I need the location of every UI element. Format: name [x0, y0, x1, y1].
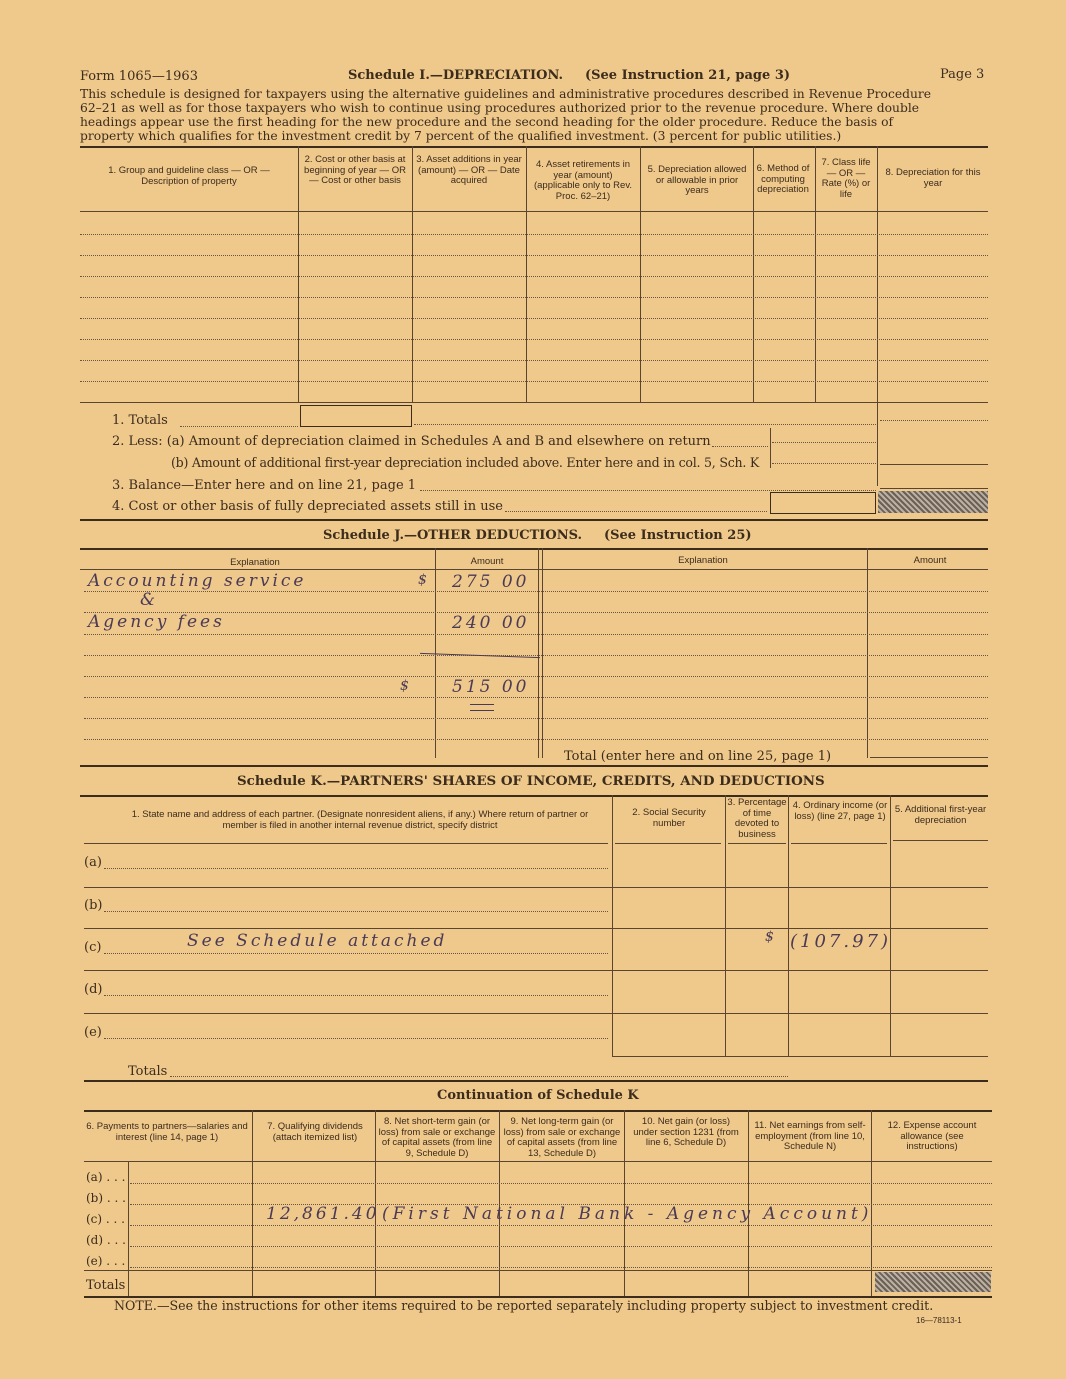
- sch-j-subtotal: 515 00: [452, 677, 530, 697]
- sch-k-totals-label: Totals: [128, 1064, 168, 1079]
- cont-shaded-block: [875, 1272, 991, 1292]
- sch-i-line-2b: (b) Amount of additional first-year depreciation included above. Enter here and in col. 5, Sch. K: [171, 455, 760, 470]
- sch-i-col5-header: 5. Depreciation allowed or allowable in prior years: [647, 164, 747, 196]
- sch-k-row-label: (c): [84, 940, 102, 955]
- sch-k-c-dollar: $: [765, 929, 774, 945]
- cont-col7-header: 7. Qualifying dividends (attach itemized list): [267, 1121, 363, 1143]
- sch-i-col7-header: 7. Class life — OR — Rate (%) or life: [821, 157, 871, 200]
- cont-totals-label: Totals: [86, 1278, 126, 1293]
- schedule-i-title: Schedule I.—DEPRECIATION.: [348, 68, 564, 83]
- cont-c-note: (First National Bank - Agency Account): [382, 1204, 873, 1224]
- sch-i-col1-header: 1. Group and guideline class — OR — Description of property: [108, 165, 270, 187]
- sch-j-entry-1-dollar: $: [418, 572, 427, 588]
- shaded-block: [878, 491, 988, 513]
- cont-row-c: (c) . . .: [86, 1212, 125, 1226]
- sch-j-amount-header-left: Amount: [470, 556, 504, 567]
- sch-k-col5-header: 5. Additional first-year depreciation: [894, 804, 987, 826]
- sch-j-entry-1-amount: 275 00: [452, 572, 530, 592]
- sch-j-total-label: Total (enter here and on line 25, page 1): [564, 749, 832, 764]
- sch-k-col4-header: 4. Ordinary income (or loss) (line 27, page 1): [792, 800, 888, 822]
- sch-j-subtotal-dollar: $: [400, 678, 409, 694]
- sch-i-col8-header: 8. Depreciation for this year: [885, 167, 981, 189]
- intro-line: This schedule is designed for taxpayers using the alternative guidelines and administrative procedures described in Revenue Procedure: [80, 87, 932, 101]
- cont-col8-header: 8. Net short-term gain (or loss) from sale or exchange of capital assets (from line 9, Schedule D): [378, 1116, 496, 1159]
- cont-row-d: (d) . . .: [86, 1233, 126, 1247]
- sch-i-line-totals: 1. Totals: [112, 413, 168, 428]
- intro-line: 62–21 as well as for those taxpayers who wish to continue using procedures authorized prior to the revenue procedure. Where double: [80, 101, 920, 115]
- sch-i-col6-header: 6. Method of computing depreciation: [756, 163, 810, 195]
- cont-col6-header: 6. Payments to partners—salaries and interest (line 14, page 1): [86, 1121, 248, 1143]
- cont-col10-header: 10. Net gain (or loss) under section 1231 (from line 6, Schedule D): [633, 1116, 739, 1148]
- fully-depreciated-box[interactable]: [770, 492, 876, 514]
- sch-i-line-4: 4. Cost or other basis of fully depreciated assets still in use: [112, 499, 503, 514]
- footer-note: NOTE.—See the instructions for other items required to be reported separately including property subject to investment credit.: [114, 1298, 934, 1313]
- form-id: Form 1065—1963: [80, 69, 198, 84]
- sch-k-c-income: (107.97): [790, 931, 892, 952]
- sch-k-row-label: (d): [84, 982, 103, 997]
- sch-k-row-label: (a): [84, 855, 102, 870]
- schedule-k-title: Schedule K.—PARTNERS' SHARES OF INCOME, CREDITS, AND DEDUCTIONS: [237, 773, 825, 789]
- cont-row-e: (e) . . .: [86, 1254, 126, 1268]
- sch-i-col4-header: 4. Asset retirements in year (amount) (applicable only to Rev. Proc. 62–21): [533, 159, 633, 202]
- schedule-i-title-ref: (See Instruction 21, page 3): [585, 68, 791, 83]
- schedule-j-title: Schedule J.—OTHER DEDUCTIONS.: [323, 528, 583, 543]
- sch-j-entry-2-amount: 240 00: [452, 613, 530, 633]
- cont-row-b: (b) . . .: [86, 1191, 126, 1205]
- sch-k-row-label: (e): [84, 1025, 102, 1040]
- intro-line: headings appear use the first heading for the new procedure and the second heading for the older procedure. Reduce the basis of: [80, 115, 894, 129]
- cont-col9-header: 9. Net long-term gain (or loss) from sale or exchange of capital assets (from line 13, Schedule D): [503, 1116, 621, 1159]
- cont-col12-header: 12. Expense account allowance (see instructions): [887, 1120, 977, 1152]
- sch-j-double-underline: [470, 704, 494, 711]
- sch-j-explanation-header-right: Explanation: [678, 555, 728, 566]
- page-number: Page 3: [940, 67, 985, 82]
- sch-k-see-schedule: See Schedule attached: [187, 931, 448, 951]
- sch-k-col2-header: 2. Social Security number: [632, 807, 706, 829]
- sch-i-line-2a: 2. Less: (a) Amount of depreciation claimed in Schedules A and B and elsewhere on return: [112, 434, 711, 449]
- sch-k-row-label: (b): [84, 898, 103, 913]
- schedule-j-title-ref: (See Instruction 25): [604, 528, 752, 543]
- sch-j-ampersand: &: [140, 590, 159, 610]
- cont-col11-header: 11. Net earnings from self-employment (from line 10, Schedule N): [754, 1120, 866, 1152]
- sch-i-col2-header: 2. Cost or other basis at beginning of year — OR — Cost or other basis: [304, 154, 406, 186]
- sch-k-col1-header: 1. State name and address of each partner. (Designate nonresident aliens, if any.) Where return of partner or member is filed in another internal revenue district, specify district: [131, 809, 589, 831]
- totals-col2-box[interactable]: [300, 405, 412, 427]
- form-code: 16—78113-1: [916, 1316, 962, 1325]
- sch-j-entry-2-explanation: Agency fees: [88, 612, 225, 632]
- cont-c-dividends: 12,861.40: [266, 1204, 380, 1224]
- sch-j-entry-1-explanation: Accounting service: [88, 571, 307, 591]
- intro-line: property which qualifies for the investment credit by 7 percent of the qualified investment. (3 percent for public utilities.): [80, 129, 842, 143]
- sch-j-amount-header-right: Amount: [913, 555, 947, 566]
- sch-i-line-3: 3. Balance—Enter here and on line 21, page 1: [112, 478, 417, 493]
- sch-k-col3-header: 3. Percentage of time devoted to business: [727, 797, 787, 840]
- cont-row-a: (a) . . .: [86, 1170, 126, 1184]
- continuation-title: Continuation of Schedule K: [437, 1088, 639, 1103]
- sch-i-col3-header: 3. Asset additions in year (amount) — OR — Date acquired: [416, 154, 522, 186]
- sch-j-explanation-header-left: Explanation: [230, 557, 280, 568]
